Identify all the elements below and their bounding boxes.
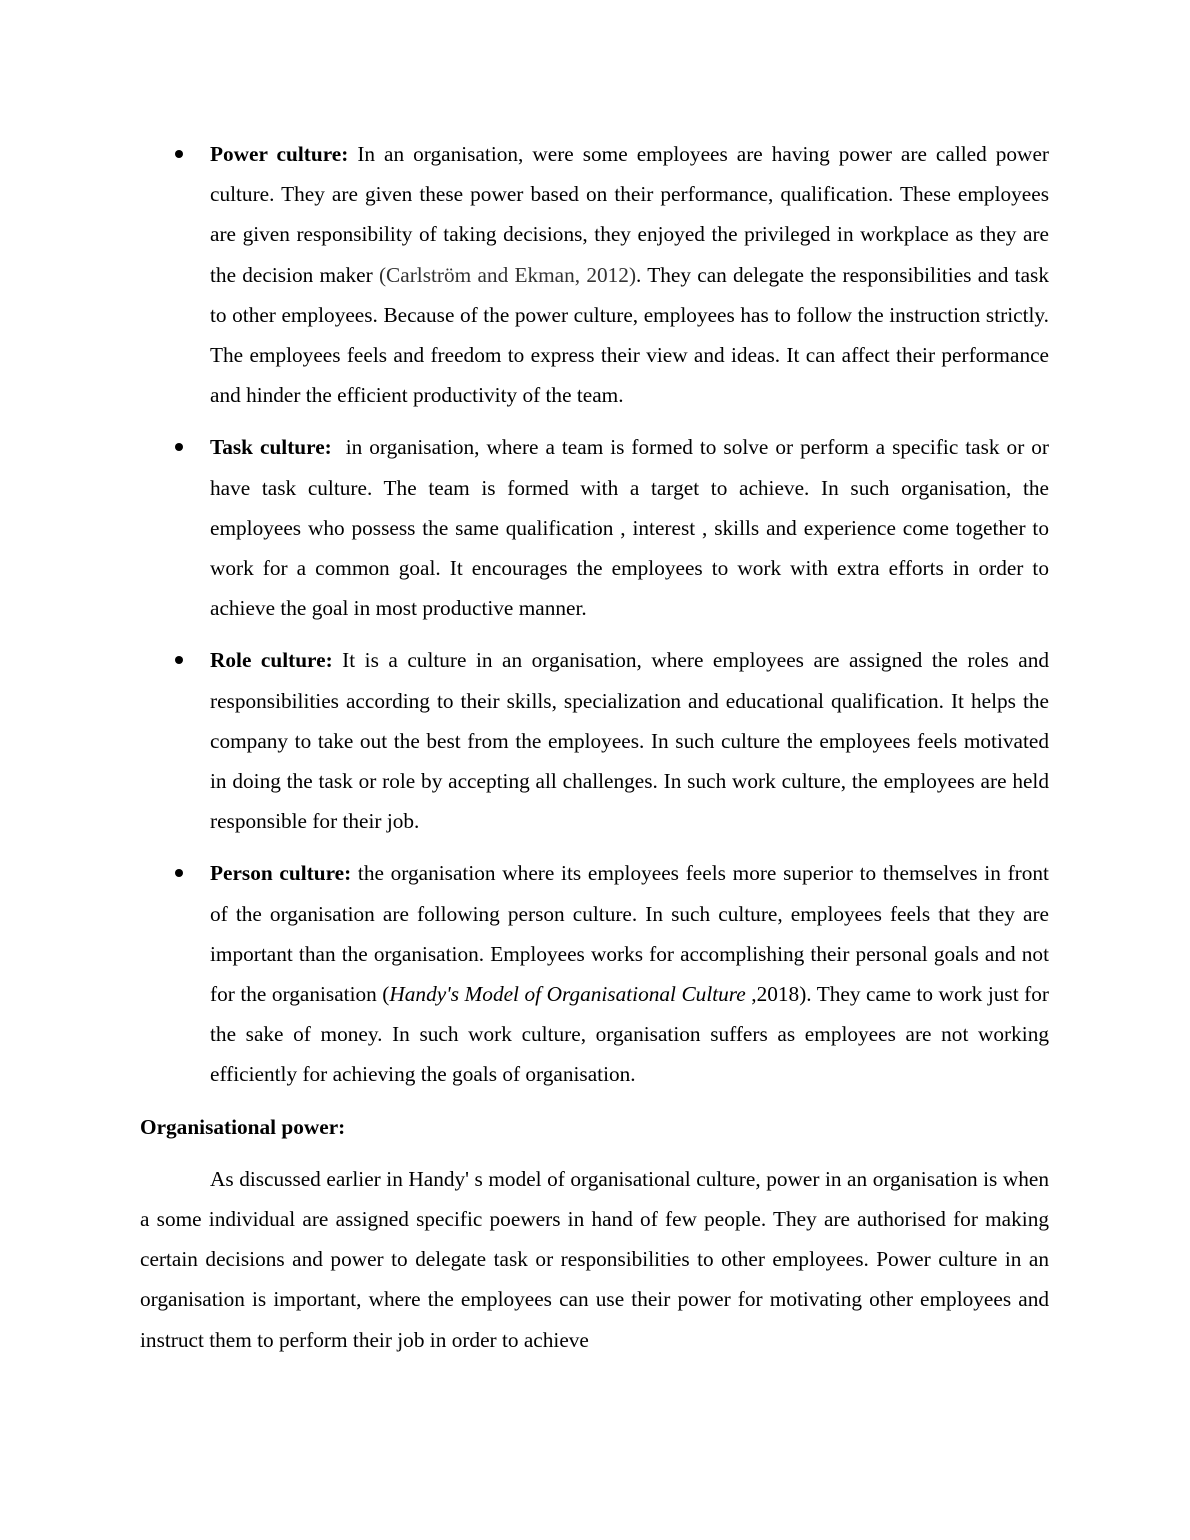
bullet-icon	[175, 150, 183, 158]
term-label: Power culture:	[210, 142, 349, 166]
section-heading: Organisational power:	[140, 1114, 346, 1139]
list-item-power-culture	[140, 134, 1049, 415]
list-item-text	[210, 427, 1055, 628]
body-text: . They can delegate the responsibilities and task to other employees. Because of the power culture, employees has to follow the instruction strictly. The employees feels and freedom to express their view and ideas. It can affect their performance and hinder the efficient productivity of the team.	[210, 262, 1049, 408]
list-item-text	[210, 853, 1049, 1094]
document-page	[140, 134, 1055, 1360]
list-item-text	[210, 640, 1049, 841]
list-item-person-culture	[140, 853, 1049, 1094]
bullet-icon	[175, 656, 183, 664]
list-item-role-culture	[140, 640, 1049, 841]
term-label: Task culture:	[210, 435, 332, 460]
bullet-icon	[175, 869, 183, 877]
bullet-icon	[175, 443, 183, 451]
body-text: In an organisation, were some employees are having power are called power culture. They are given these power based on their performance, qualification. These employees are given responsibility of taking decisions, they enjoyed the privileged in workplace as they are the decision maker	[210, 142, 1049, 287]
culture-types-list	[140, 134, 1055, 1095]
term-label: Person culture:	[210, 861, 352, 886]
section-paragraph: As discussed earlier in Handy' s model of organisational culture, power in an organisation is when a some individual are assigned specific poewers in hand of few people. They are authorised for making certain decisions and power to delegate task or responsibilities to other employees. Power culture in an organisation is important, where the employees can use their power for motivating other employees and instruct them to perform their job in order to achieve	[140, 1166, 1049, 1352]
body-text: It is a culture in an organisation, where employees are assigned the roles and responsibilities according to their skills, specialization and educational qualification. It helps the company to take out the best from the employees. In such culture the employees feels motivated in doing the task or role by accepting all challenges. In such work culture, the employees are held responsible for their job.	[210, 648, 1049, 834]
term-label: Role culture:	[210, 648, 333, 673]
list-item-task-culture	[140, 427, 1055, 628]
list-item-text	[210, 134, 1049, 415]
body-text: in organisation, where a team is formed to solve or perform a specific task or or have task culture. The team is formed with a target to achieve. In such organisation, the employees who possess the same qualification , interest , skills and experience come together to work for a common goal. It encourages the employees to work with extra efforts in order to achieve the goal in most productive manner.	[210, 435, 1055, 621]
citation-title: Handy's Model of Organisational Culture	[389, 982, 746, 1007]
body-text: the organisation where its employees feels more superior to themselves in front of the organisation are following person culture. In such culture, employees feels that they are important than the organisation. Employees works for accomplishing their personal goals and not for the organisation (	[210, 861, 1049, 1007]
body-text: ,2018). They came to work just for the sake of money. In such work culture, organisation suffers as employees are not working efficiently for achieving the goals of organisation.	[210, 982, 1049, 1087]
citation: (Carlström and Ekman, 2012)	[378, 262, 637, 287]
